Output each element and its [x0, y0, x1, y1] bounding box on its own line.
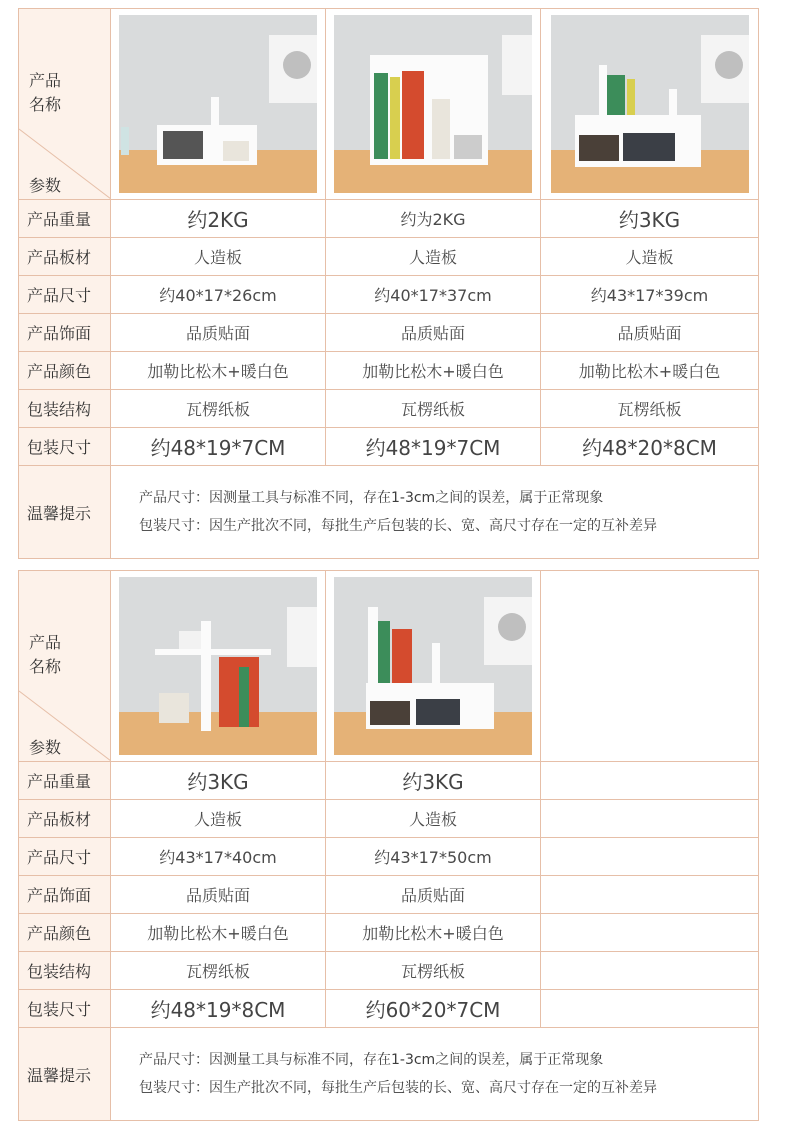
material-value: 人造板 — [326, 800, 541, 837]
pack-structure-value: 瓦楞纸板 — [541, 390, 759, 427]
pack-structure-row — [19, 952, 759, 990]
material-value: 人造板 — [326, 238, 541, 275]
color-row — [19, 914, 759, 952]
material-row — [19, 800, 759, 838]
tip-line: 包装尺寸：因生产批次不同，每批生产后包装的长、宽、高尺寸存在一定的互补差异 — [139, 1080, 657, 1096]
color-label: 产品颜色 — [19, 914, 111, 951]
finish-label: 产品饰面 — [19, 876, 111, 913]
pack-structure-value: 瓦楞纸板 — [326, 952, 541, 989]
tip-line: 包装尺寸：因生产批次不同，每批生产后包装的长、宽、高尺寸存在一定的互补差异 — [139, 518, 657, 534]
pack-size-value: 约48*19*7CM — [326, 428, 541, 465]
pack-structure-value: 瓦楞纸板 — [111, 952, 326, 989]
weight-value: 约3KG — [541, 200, 759, 237]
pack-structure-value: 瓦楞纸板 — [111, 390, 326, 427]
param-label: 参数 — [29, 176, 62, 195]
name-param-header — [19, 9, 111, 199]
pack-size-value: 约48*19*8CM — [111, 990, 326, 1027]
empty-cell — [541, 914, 759, 951]
size-value: 约43*17*50cm — [326, 838, 541, 875]
spec-table-1 — [18, 8, 759, 559]
tips-text — [111, 1028, 759, 1120]
pack-structure-label: 包装结构 — [19, 952, 111, 989]
weight-row — [19, 762, 759, 800]
tips-text — [111, 466, 759, 558]
material-label: 产品板材 — [19, 238, 111, 275]
name-param-header — [19, 571, 111, 761]
pack-structure-row — [19, 390, 759, 428]
pack-size-label: 包装尺寸 — [19, 428, 111, 465]
pack-size-value: 约60*20*7CM — [326, 990, 541, 1027]
color-row — [19, 352, 759, 390]
size-row — [19, 276, 759, 314]
finish-value: 品质贴面 — [111, 876, 326, 913]
pack-structure-label: 包装结构 — [19, 390, 111, 427]
finish-label: 产品饰面 — [19, 314, 111, 351]
product-photo-3 — [551, 15, 749, 193]
empty-cell — [541, 876, 759, 913]
tip-line: 产品尺寸：因测量工具与标准不同，存在1-3cm之间的误差，属于正常现象 — [139, 1052, 604, 1068]
empty-cell — [541, 762, 759, 799]
finish-value: 品质贴面 — [111, 314, 326, 351]
pack-size-value: 约48*19*7CM — [111, 428, 326, 465]
weight-value: 约2KG — [111, 200, 326, 237]
color-label: 产品颜色 — [19, 352, 111, 389]
product-name-label: 产品 名称 — [29, 633, 62, 676]
finish-value: 品质贴面 — [326, 876, 541, 913]
pack-size-value: 约48*20*8CM — [541, 428, 759, 465]
product-photo-4 — [119, 577, 317, 755]
material-row — [19, 238, 759, 276]
product-image-row — [19, 9, 759, 200]
finish-row — [19, 876, 759, 914]
size-value: 约40*17*26cm — [111, 276, 326, 313]
finish-value: 品质贴面 — [541, 314, 759, 351]
product-photo-2 — [334, 15, 532, 193]
size-label: 产品尺寸 — [19, 276, 111, 313]
pack-size-row — [19, 990, 759, 1028]
empty-cell — [541, 800, 759, 837]
weight-row — [19, 200, 759, 238]
weight-label: 产品重量 — [19, 200, 111, 237]
empty-cell — [541, 952, 759, 989]
finish-value: 品质贴面 — [326, 314, 541, 351]
material-label: 产品板材 — [19, 800, 111, 837]
size-label: 产品尺寸 — [19, 838, 111, 875]
tips-label: 温馨提示 — [19, 1028, 111, 1120]
weight-value: 约3KG — [111, 762, 326, 799]
pack-size-label: 包装尺寸 — [19, 990, 111, 1027]
weight-value: 约3KG — [326, 762, 541, 799]
tip-line: 产品尺寸：因测量工具与标准不同，存在1-3cm之间的误差，属于正常现象 — [139, 490, 604, 506]
tips-row — [19, 466, 759, 559]
size-value: 约43*17*39cm — [541, 276, 759, 313]
weight-value: 约为2KG — [326, 200, 541, 237]
color-value: 加勒比松木+暖白色 — [326, 352, 541, 389]
product-image-row — [19, 571, 759, 762]
empty-cell — [541, 838, 759, 875]
pack-size-row — [19, 428, 759, 466]
param-label: 参数 — [29, 738, 62, 757]
weight-label: 产品重量 — [19, 762, 111, 799]
color-value: 加勒比松木+暖白色 — [326, 914, 541, 951]
spec-table-2 — [18, 570, 759, 1121]
material-value: 人造板 — [111, 800, 326, 837]
tips-label: 温馨提示 — [19, 466, 111, 558]
size-value: 约40*17*37cm — [326, 276, 541, 313]
material-value: 人造板 — [541, 238, 759, 275]
size-row — [19, 838, 759, 876]
pack-structure-value: 瓦楞纸板 — [326, 390, 541, 427]
color-value: 加勒比松木+暖白色 — [541, 352, 759, 389]
color-value: 加勒比松木+暖白色 — [111, 352, 326, 389]
product-photo-5 — [334, 577, 532, 755]
product-name-label: 产品 名称 — [29, 71, 62, 114]
empty-cell — [541, 990, 759, 1027]
product-photo-1 — [119, 15, 317, 193]
finish-row — [19, 314, 759, 352]
size-value: 约43*17*40cm — [111, 838, 326, 875]
empty-cell — [541, 571, 759, 761]
tips-row — [19, 1028, 759, 1121]
color-value: 加勒比松木+暖白色 — [111, 914, 326, 951]
material-value: 人造板 — [111, 238, 326, 275]
